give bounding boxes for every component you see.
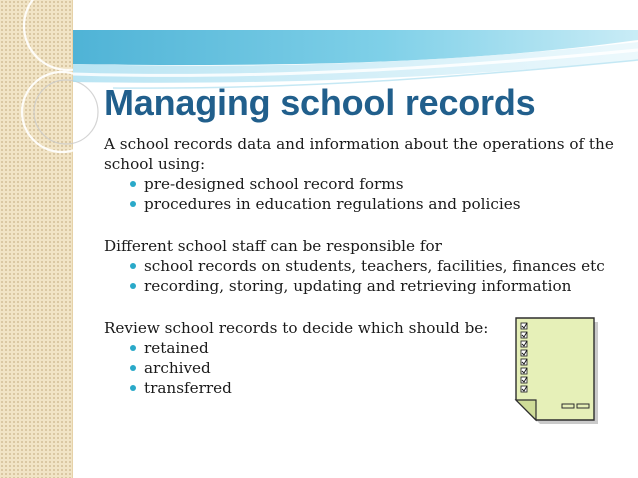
bullet-list bbox=[104, 174, 614, 214]
section-intro: Different school staff can be responsible for bbox=[104, 237, 442, 255]
checklist-document-icon bbox=[506, 312, 602, 424]
bullet-item: procedures in education regulations and policies bbox=[104, 194, 614, 214]
bullet-item: archived bbox=[104, 358, 614, 378]
bullet-item: retained bbox=[104, 338, 614, 358]
section-intro: Review school records to decide which should be: bbox=[104, 319, 489, 337]
bullet-item: pre-designed school record forms bbox=[104, 174, 614, 194]
slide-title: Managing school records bbox=[104, 82, 536, 123]
bullet-item: recording, storing, updating and retrieving information bbox=[104, 276, 614, 296]
section-operations bbox=[104, 134, 614, 214]
section-intro: A school records data and information about the operations of the school using: bbox=[104, 135, 614, 173]
bullet-list bbox=[104, 256, 614, 296]
bullet-item: school records on students, teachers, facilities, finances etc bbox=[104, 256, 614, 276]
bullet-item: transferred bbox=[104, 378, 614, 398]
section-staff bbox=[104, 236, 614, 296]
